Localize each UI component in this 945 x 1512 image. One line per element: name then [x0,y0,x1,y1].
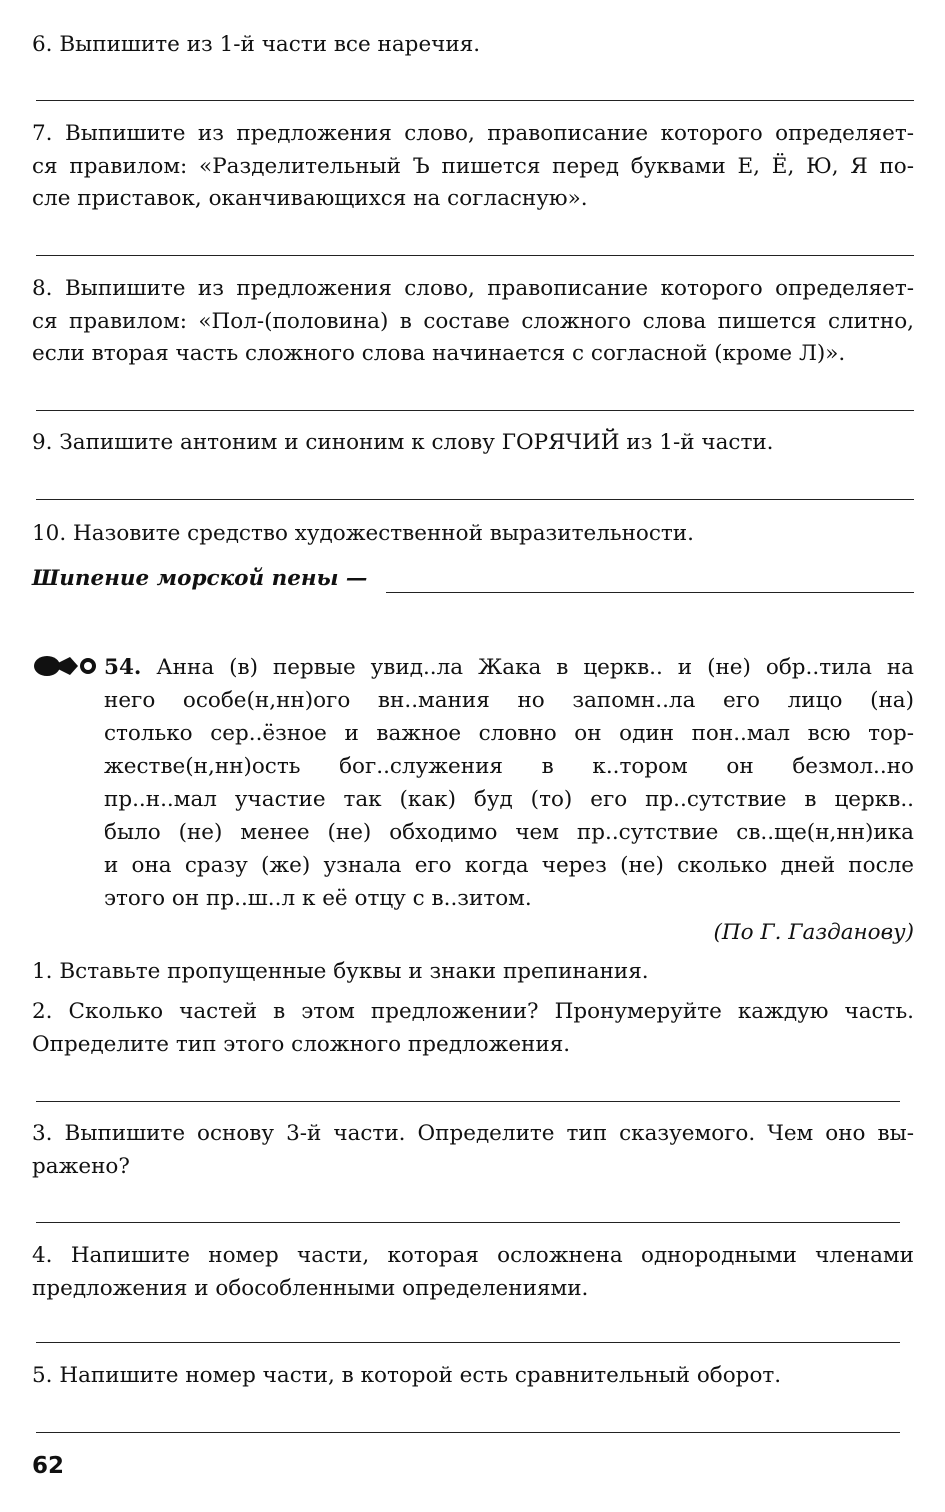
answer-line-task-4[interactable] [36,1342,900,1343]
text-line: пр..н..мал участие так (как) буд (то) его пр..сутствие в церкв.. [104,787,914,812]
task-text-line2: предложения и обособленными определениями. [32,1275,589,1301]
task-text-line1: Выпишите основу 3-й части. Определите тип сказуемого. Чем оно вы- [64,1121,914,1146]
question-text: Запишите антоним и синоним к слову ГОРЯЧИЙ из 1-й части. [59,430,774,455]
task-text: Вставьте пропущенные буквы и знаки препинания. [59,959,649,984]
question-7 [32,118,914,216]
answer-line-10[interactable] [386,592,914,593]
answer-line-task-5[interactable] [36,1432,900,1433]
exercise-54-text [104,651,914,915]
devices-label: Шипение морской пены — [32,566,368,591]
exercise-marker-icon [30,651,100,681]
question-6 [32,29,914,62]
answer-line-6[interactable] [36,100,914,101]
task-number: 5. [32,1363,53,1388]
answer-line-task-2[interactable] [36,1101,900,1102]
text-line: него особе(н,нн)ого вн..мания но запомн..ла его лицо (на) [104,688,914,713]
exercise-number: 54. [104,655,142,680]
answer-line-7[interactable] [36,255,914,256]
task-number: 4. [32,1243,53,1268]
question-number: 6. [32,32,53,57]
task-3 [32,1118,914,1183]
text-line: было (не) менее (не) обходимо чем пр..сутствие св..ще(н,нн)ика [104,820,914,845]
question-text-line2: ся правилом: «Разделительный Ъ пишется перед буквами Е, Ё, Ю, Я по- [32,153,914,179]
question-text-line2: ся правилом: «Пол-(половина) в составе сложного слова пишется слитно, [32,308,914,334]
attribution: (По Г. Газданову) [713,920,914,945]
page-number: 62 [32,1453,65,1479]
question-text-line3: если вторая часть сложного слова начинается с согласной (кроме Л)». [32,341,846,366]
task-text-line1: Напишите номер части, которая осложнена однородными членами [70,1243,914,1268]
task-5 [32,1360,914,1393]
question-text-line1: Выпишите из предложения слово, правописание которого определяет- [64,276,914,301]
question-text: Выпишите из 1-й части все наречия. [59,32,481,57]
task-number: 2. [32,999,53,1024]
question-number: 10. [32,521,67,546]
question-number: 9. [32,430,53,455]
text-line: столько сер..ёзное и важное словно он один пон..мал всю тор- [104,721,914,746]
question-10 [32,518,914,551]
text-line: и она сразу (же) узнала его когда через (не) сколько дней после [104,853,914,878]
task-2 [32,996,914,1061]
task-text-line1: Сколько частей в этом предложении? Пронумеруйте каждую часть. [68,999,914,1024]
question-text: Назовите средство художественной выразительности. [73,521,694,546]
question-number: 8. [32,276,53,301]
task-4 [32,1240,914,1305]
question-8 [32,273,914,371]
task-number: 1. [32,959,53,984]
task-number: 3. [32,1121,53,1146]
task-text-line2: Определите тип этого сложного предложения. [32,1031,571,1057]
text-line: этого он пр..ш..л к её отцу с в..зитом. [104,886,532,911]
question-9 [32,427,914,460]
text-line: жестве(н,нн)ость бог..служения в к..тором он безмол..но [104,754,914,779]
answer-line-8[interactable] [36,410,914,411]
question-text-line1: Выпишите из предложения слово, правописание которого определяет- [64,121,914,146]
answer-line-task-3[interactable] [36,1222,900,1223]
task-1 [32,956,914,989]
question-text-line3: сле приставок, оканчивающихся на согласную». [32,186,588,211]
answer-line-9[interactable] [36,499,914,500]
task-text-line2: ражено? [32,1153,130,1179]
task-text: Напишите номер части, в которой есть сравнительный оборот. [59,1363,782,1388]
question-number: 7. [32,121,53,146]
text-line: Анна (в) первые увид..ла Жака в церкв.. и (не) обр..тила на [156,655,914,680]
